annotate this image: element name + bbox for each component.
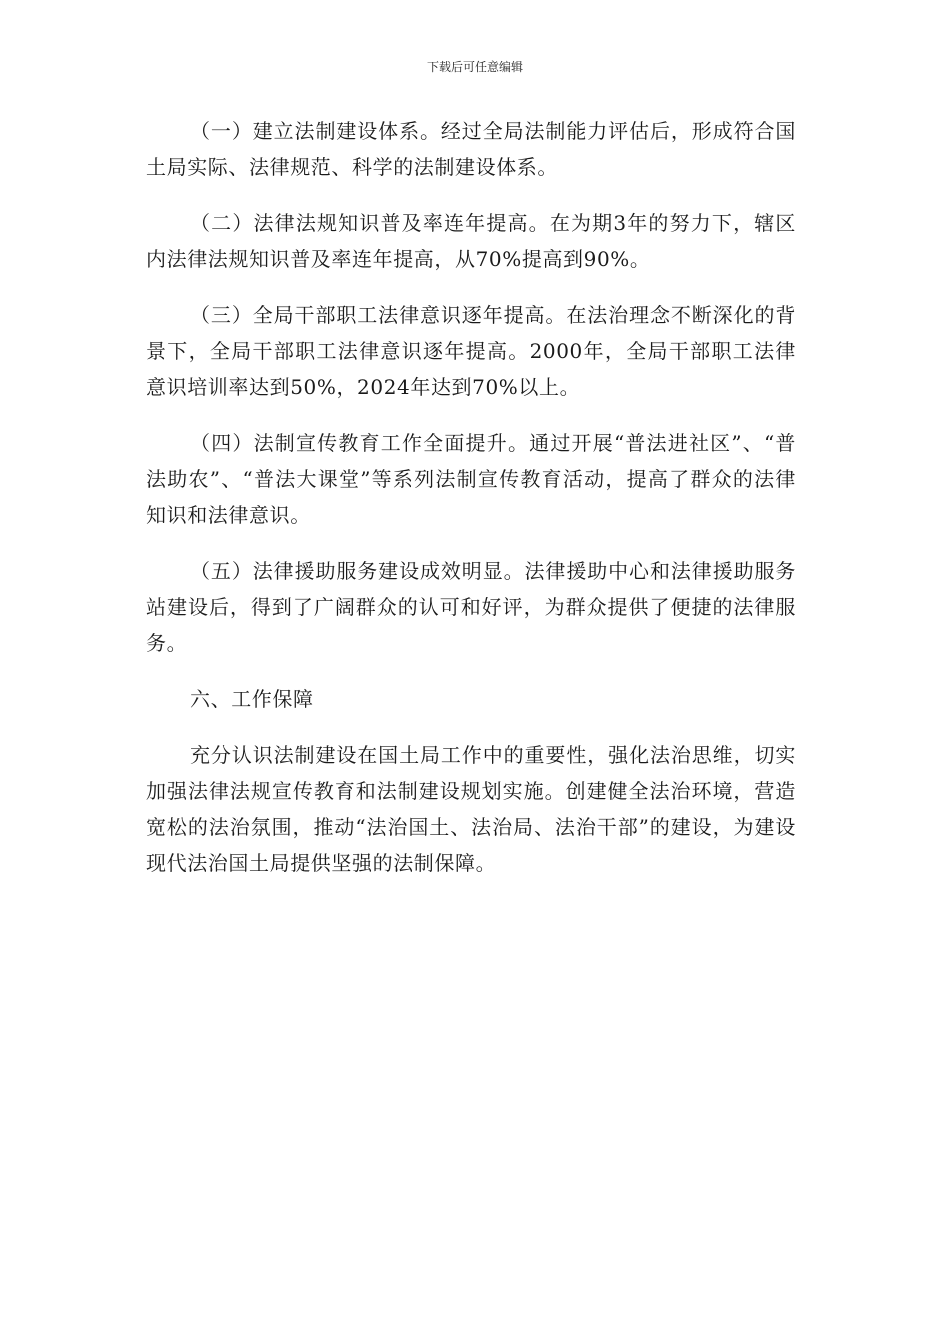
page-header: 下载后可任意编辑 (426, 60, 523, 74)
document-body (146, 113, 796, 901)
closing-paragraph: 充分认识法制建设在国土局工作中的重要性，强化法治思维，切实加强法律法规宣传教育和法制建设规划实施。创建健全法治环境，营造宽松的法治氛围，推动“法治国土、法治局、法治干部”的建设，为建设现代法治国土局提供坚强的法制保障。 (146, 743, 796, 875)
section-heading: 六、工作保障 (190, 687, 314, 711)
paragraph-3: （三）全局干部职工法律意识逐年提高。在法治理念不断深化的背景下，全局干部职工法律意识逐年提高。2000年，全局干部职工法律意识培训率达到50%，2024年达到70%以上。 (146, 303, 796, 399)
paragraph-1: （一）建立法制建设体系。经过全局法制能力评估后，形成符合国土局实际、法律规范、科学的法制建设体系。 (146, 119, 796, 179)
paragraph-5: （五）法律援助服务建设成效明显。法律援助中心和法律援助服务站建设后，得到了广阔群众的认可和好评，为群众提供了便捷的法律服务。 (146, 559, 796, 655)
paragraph-2: （二）法律法规知识普及率连年提高。在为期3年的努力下，辖区内法律法规知识普及率连年提高，从70%提高到90%。 (146, 211, 796, 271)
paragraph-4: （四）法制宣传教育工作全面提升。通过开展“普法进社区”、“普法助农”、“普法大课堂”等系列法制宣传教育活动，提高了群众的法律知识和法律意识。 (146, 431, 796, 527)
